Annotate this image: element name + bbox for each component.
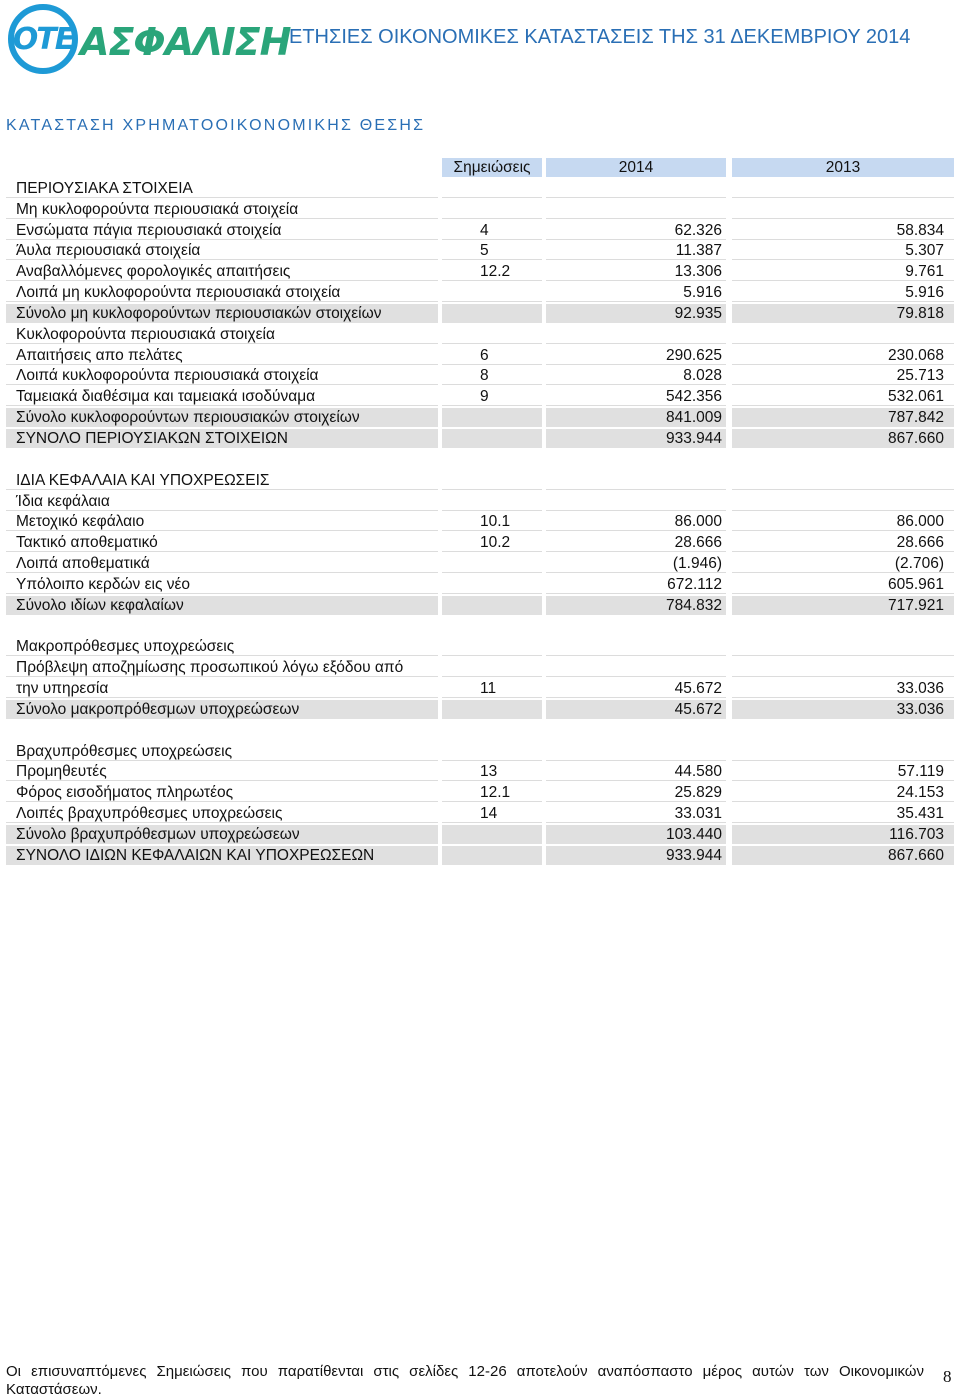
row-value-2014 [546,179,726,198]
table-row [6,721,954,742]
table-row [6,450,954,471]
row-label: Βραχυπρόθεσμες υποχρεώσεις [6,742,438,761]
page-number: 8 [943,1367,952,1386]
table-header-row [6,158,954,179]
row-value-2013: 9.761 [732,262,954,281]
ote-logo-icon [8,4,78,74]
section-title: ΚΑΤΑΣΤΑΣΗ ΧΡΗΜΑΤΟΟΙΚΟΝΟΜΙΚΗΣ ΘΕΣΗΣ [6,117,426,134]
row-note [442,658,542,677]
row-value-2014 [546,617,726,636]
row-label: Μετοχικό κεφάλαιο [6,512,438,531]
financial-position-table [6,158,954,867]
row-note [442,179,542,198]
table-row [6,679,954,700]
row-value-2013: 5.916 [732,283,954,302]
row-note [442,283,542,302]
row-note: 12.2 [442,262,542,281]
table-row [6,241,954,262]
table-row [6,221,954,242]
row-value-2014 [546,450,726,469]
row-note [442,596,542,615]
row-note [442,200,542,219]
table-row [6,387,954,408]
row-value-2013: 787.842 [732,408,954,427]
row-note: 9 [442,387,542,406]
row-label [6,450,438,469]
table-row [6,512,954,533]
row-note: 8 [442,366,542,385]
table-row [6,742,954,763]
row-note: 10.1 [442,512,542,531]
row-label: Σύνολο μη κυκλοφορούντων περιουσιακών στοιχείων [6,304,438,323]
row-note [442,721,542,740]
row-value-2013 [732,658,954,677]
row-note [442,325,542,344]
row-value-2013: 35.431 [732,804,954,823]
row-label: ΣΥΝΟΛΟ ΙΔΙΩΝ ΚΕΦΑΛΑΙΩΝ ΚΑΙ ΥΠΟΧΡΕΩΣΕΩΝ [6,846,438,865]
table-row [6,200,954,221]
table-row [6,492,954,513]
column-header-2013: 2013 [732,158,954,177]
row-value-2014: 542.356 [546,387,726,406]
row-note: 11 [442,679,542,698]
row-value-2013 [732,200,954,219]
table-row [6,283,954,304]
row-value-2014: 28.666 [546,533,726,552]
row-label: Λοιπά μη κυκλοφορούντα περιουσιακά στοιχεία [6,283,438,302]
footer-note: Οι επισυναπτόμενες Σημειώσεις που παρατίθενται στις σελίδες 12-26 αποτελούν αναπόσπαστο μέρος αυτών των Οικονομικών Καταστάσεων. [6,1363,924,1398]
row-label: ΠΕΡΙΟΥΣΙΑΚΑ ΣΤΟΙΧΕΙΑ [6,179,438,198]
row-value-2014: 13.306 [546,262,726,281]
row-label: Φόρος εισοδήματος πληρωτέος [6,783,438,802]
row-value-2013 [732,742,954,761]
row-note: 12.1 [442,783,542,802]
row-note: 5 [442,241,542,260]
row-note [442,617,542,636]
row-note [442,700,542,719]
row-note [442,554,542,573]
row-note [442,637,542,656]
row-note: 4 [442,221,542,240]
table-row [6,429,954,450]
row-note [442,304,542,323]
row-value-2013: 33.036 [732,700,954,719]
table-row [6,762,954,783]
row-value-2014: 33.031 [546,804,726,823]
table-row [6,804,954,825]
column-header-notes: Σημειώσεις [442,158,542,177]
table-row [6,783,954,804]
row-label [6,721,438,740]
table-row [6,366,954,387]
row-label: Λοιπά κυκλοφορούντα περιουσιακά στοιχεία [6,366,438,385]
row-label: Προμηθευτές [6,762,438,781]
row-note: 14 [442,804,542,823]
row-label: Ίδια κεφάλαια [6,492,438,511]
row-value-2013: 532.061 [732,387,954,406]
table-row [6,700,954,721]
row-value-2014: 841.009 [546,408,726,427]
row-value-2014 [546,742,726,761]
row-note [442,471,542,490]
row-note [442,492,542,511]
row-value-2014 [546,325,726,344]
row-value-2014: 44.580 [546,762,726,781]
row-value-2014 [546,658,726,677]
row-value-2014: 8.028 [546,366,726,385]
row-label: Σύνολο μακροπρόθεσμων υποχρεώσεων [6,700,438,719]
row-value-2014 [546,721,726,740]
row-label: Ταμειακά διαθέσιμα και ταμειακά ισοδύναμα [6,387,438,406]
row-value-2013 [732,325,954,344]
table-row [6,179,954,200]
table-row [6,408,954,429]
row-value-2014: 45.672 [546,700,726,719]
row-label: ΣΥΝΟΛΟ ΠΕΡΙΟΥΣΙΑΚΩΝ ΣΤΟΙΧΕΙΩΝ [6,429,438,448]
table-row [6,304,954,325]
table-row [6,637,954,658]
row-label: Μη κυκλοφορούντα περιουσιακά στοιχεία [6,200,438,219]
row-value-2013: 28.666 [732,533,954,552]
table-row [6,554,954,575]
row-note: 10.2 [442,533,542,552]
row-value-2014 [546,637,726,656]
row-value-2014: 25.829 [546,783,726,802]
table-row [6,262,954,283]
row-label: Άυλα περιουσιακά στοιχεία [6,241,438,260]
row-value-2014: 784.832 [546,596,726,615]
row-label: Λοιπές βραχυπρόθεσμες υποχρεώσεις [6,804,438,823]
row-value-2013 [732,492,954,511]
row-note: 13 [442,762,542,781]
row-value-2013 [732,637,954,656]
row-value-2013: 867.660 [732,846,954,865]
row-label: Λοιπά αποθεματικά [6,554,438,573]
row-note [442,575,542,594]
row-value-2014: (1.946) [546,554,726,573]
row-value-2013: 57.119 [732,762,954,781]
row-label: την υπηρεσία [6,679,438,698]
row-value-2013 [732,471,954,490]
table-row [6,596,954,617]
row-label: ΙΔΙΑ ΚΕΦΑΛΑΙΑ ΚΑΙ ΥΠΟΧΡΕΩΣΕΙΣ [6,471,438,490]
row-label: Σύνολο ιδίων κεφαλαίων [6,596,438,615]
logo-ote-text: ΟΤΕ [12,21,74,57]
row-value-2014 [546,492,726,511]
row-value-2014 [546,471,726,490]
row-label [6,617,438,636]
table-row [6,617,954,638]
row-value-2014: 11.387 [546,241,726,260]
row-value-2014: 933.944 [546,846,726,865]
column-header-2014: 2014 [546,158,726,177]
row-value-2014 [546,200,726,219]
row-note: 6 [442,346,542,365]
row-value-2014: 92.935 [546,304,726,323]
row-value-2014: 86.000 [546,512,726,531]
row-label: Αναβαλλόμενες φορολογικές απαιτήσεις [6,262,438,281]
table-row [6,533,954,554]
row-value-2014: 5.916 [546,283,726,302]
row-label: Κυκλοφορούντα περιουσιακά στοιχεία [6,325,438,344]
row-value-2013: 58.834 [732,221,954,240]
row-value-2013: 79.818 [732,304,954,323]
row-note [442,742,542,761]
row-label: Υπόλοιπο κερδών εις νέο [6,575,438,594]
row-value-2013: 116.703 [732,825,954,844]
company-logo [8,4,291,76]
row-value-2013: 86.000 [732,512,954,531]
row-value-2013: 25.713 [732,366,954,385]
table-row [6,825,954,846]
row-value-2014: 933.944 [546,429,726,448]
row-note [442,408,542,427]
row-note [442,429,542,448]
row-value-2013 [732,721,954,740]
table-row [6,658,954,679]
row-label: Τακτικό αποθεματικό [6,533,438,552]
row-note [442,825,542,844]
row-label: Μακροπρόθεσμες υποχρεώσεις [6,637,438,656]
row-value-2013: 5.307 [732,241,954,260]
row-value-2014: 672.112 [546,575,726,594]
row-value-2014: 290.625 [546,346,726,365]
table-row [6,471,954,492]
row-value-2014: 62.326 [546,221,726,240]
row-value-2013 [732,450,954,469]
logo-word: ΑΣΦΑΛΙΣΗ [80,20,291,64]
row-note [442,450,542,469]
row-value-2013: (2.706) [732,554,954,573]
header-label-cell [6,158,438,177]
table-row [6,346,954,367]
row-value-2013 [732,179,954,198]
row-value-2014: 103.440 [546,825,726,844]
row-value-2013: 33.036 [732,679,954,698]
report-title: ΕΤΗΣΙΕΣ ΟΙΚΟΝΟΜΙΚΕΣ ΚΑΤΑΣΤΑΣΕΙΣ ΤΗΣ 31 ΔΕΚΕΜΒΡΙΟΥ 2014 [289,26,911,48]
table-row [6,846,954,867]
row-label: Σύνολο κυκλοφορούντων περιουσιακών στοιχείων [6,408,438,427]
row-label: Ενσώματα πάγια περιουσιακά στοιχεία [6,221,438,240]
row-value-2013: 230.068 [732,346,954,365]
row-note [442,846,542,865]
row-value-2013: 605.961 [732,575,954,594]
row-value-2013: 24.153 [732,783,954,802]
row-value-2013 [732,617,954,636]
row-label: Απαιτήσεις απο πελάτες [6,346,438,365]
row-label: Σύνολο βραχυπρόθεσμων υποχρεώσεων [6,825,438,844]
page-header [0,0,960,80]
row-value-2013: 867.660 [732,429,954,448]
row-value-2013: 717.921 [732,596,954,615]
row-label: Πρόβλεψη αποζημίωσης προσωπικού λόγω εξόδου από [6,658,438,677]
row-value-2014: 45.672 [546,679,726,698]
table-row [6,325,954,346]
table-row [6,575,954,596]
